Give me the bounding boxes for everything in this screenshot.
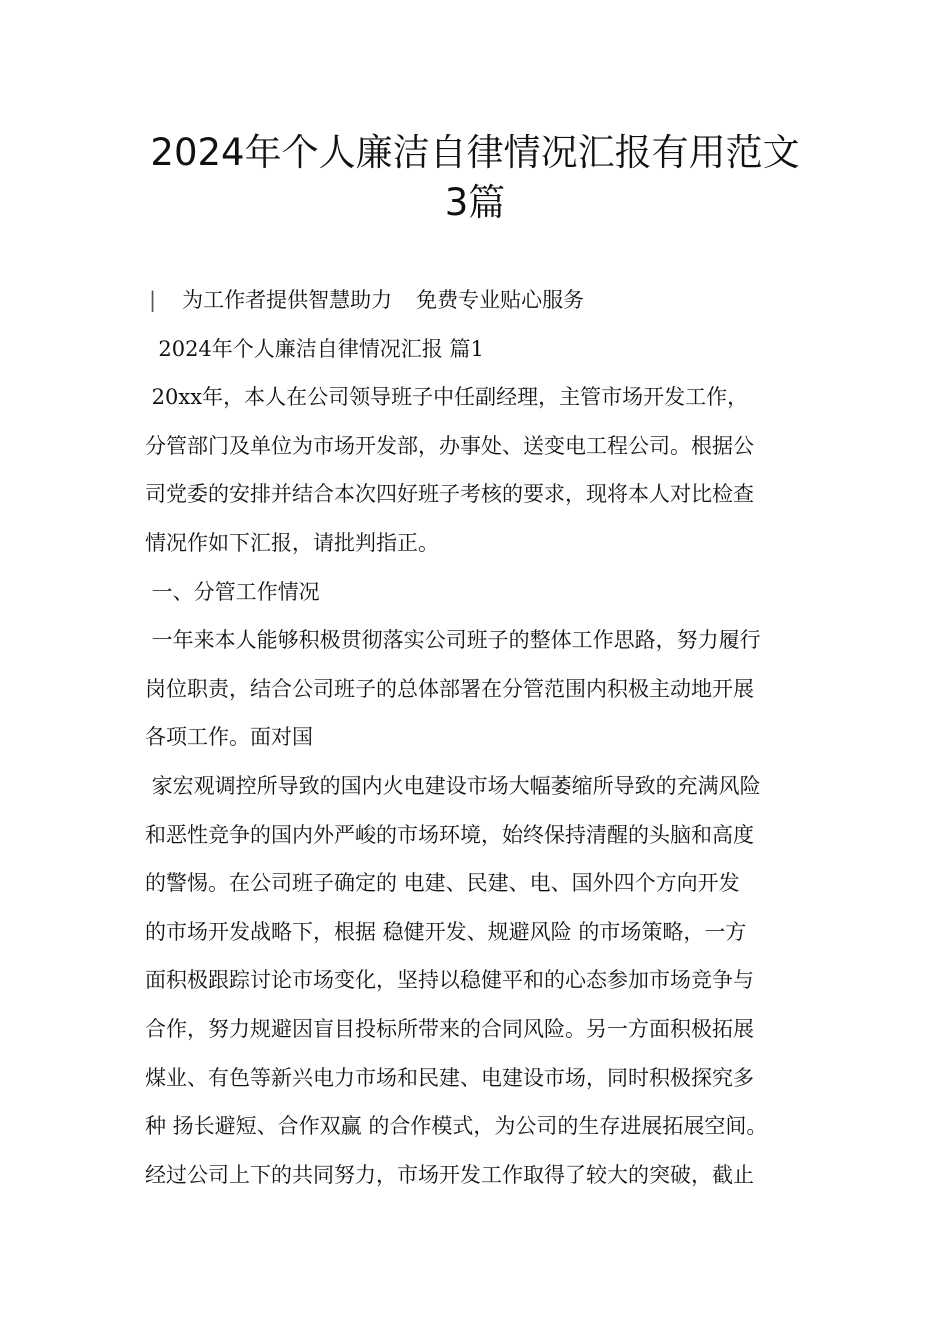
title-line-2: 3篇	[444, 181, 506, 224]
text-line: 的市场开发战略下，根据 稳健开发、规避风险 的市场策略，一方	[145, 919, 747, 944]
text-line: 一、分管工作情况	[145, 579, 320, 604]
text-line: 2024年个人廉洁自律情况汇报 篇1	[145, 336, 484, 361]
document-title	[100, 128, 850, 228]
text-line: 和恶性竞争的国内外严峻的市场环境，始终保持清醒的头脑和高度	[145, 822, 754, 847]
text-line: 分管部门及单位为市场开发部，办事处、送变电工程公司。根据公	[145, 433, 754, 458]
text-line: 经过公司上下的共同努力，市场开发工作取得了较大的突破，截止	[145, 1162, 754, 1187]
text-line: 家宏观调控所导致的国内火电建设市场大幅萎缩所导致的充满风险	[145, 773, 761, 798]
text-line: 各项工作。面对国	[145, 725, 313, 750]
tagline-right: 免费专业贴心服务	[416, 288, 585, 312]
title-line-1: 2024年个人廉洁自律情况汇报有用范文	[150, 131, 800, 174]
tagline	[145, 276, 825, 325]
tagline-left: 为工作者提供智慧助力	[182, 288, 393, 312]
text-line: 20xx年，本人在公司领导班子中任副经理，主管市场开发工作，	[145, 385, 749, 410]
text-line: 合作，努力规避因盲目投标所带来的合同风险。另一方面积极拓展	[145, 1016, 754, 1041]
text-line: 煤业、有色等新兴电力市场和民建、电建设市场，同时积极探究多	[145, 1065, 754, 1090]
tagline-separator: |	[149, 288, 157, 312]
text-line: 面积极跟踪讨论市场变化，坚持以稳健平和的心态参加市场竞争与	[145, 968, 754, 993]
text-line: 情况作如下汇报，请批判指正。	[145, 530, 439, 555]
document-body	[145, 276, 825, 1199]
text-line: 一年来本人能够积极贯彻落实公司班子的整体工作思路，努力履行	[145, 628, 761, 653]
text-line: 司党委的安排并结合本次四好班子考核的要求，现将本人对比检查	[145, 482, 754, 507]
text-line: 岗位职责，结合公司班子的总体部署在分管范围内积极主动地开展	[145, 676, 754, 701]
text-line: 的警惕。在公司班子确定的 电建、民建、电、国外四个方向开发	[145, 871, 740, 896]
text-line: 种 扬长避短、合作双赢 的合作模式，为公司的生存进展拓展空间。	[145, 1114, 768, 1139]
